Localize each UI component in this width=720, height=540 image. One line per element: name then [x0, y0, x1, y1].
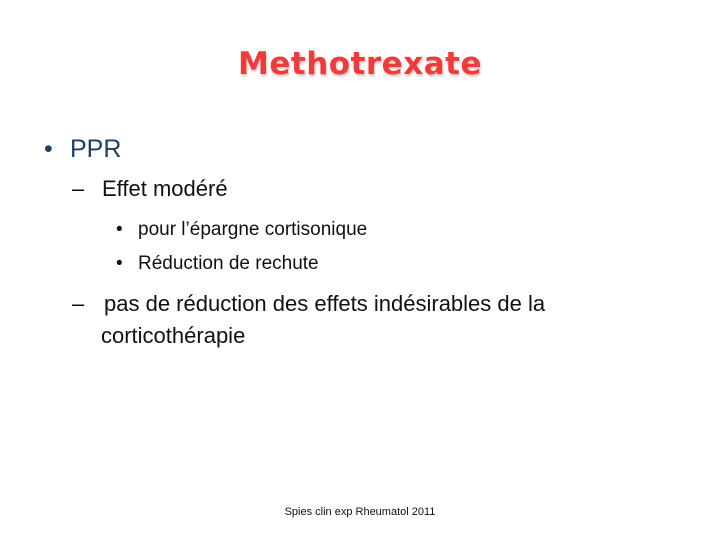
bullet-dot: •	[44, 135, 53, 163]
subbullet-effet-modere-text: Effet modéré	[102, 176, 228, 201]
slide-title: Methotrexate	[238, 46, 482, 82]
slide-footer-citation: Spies clin exp Rheumatol 2011	[284, 506, 436, 518]
subbullet-effet-modere	[72, 176, 228, 202]
bullet-ppr	[44, 135, 121, 164]
dash-glyph: –	[72, 176, 85, 201]
subbullet-pas-de-reduction-line2: corticothérapie	[101, 323, 246, 348]
bullet-ppr-text: PPR	[70, 135, 122, 163]
bullet-dot: •	[116, 219, 123, 240]
bullet-dot: •	[116, 253, 123, 274]
subsubbullet-epargne-text: pour l’épargne cortisonique	[138, 219, 368, 240]
subbullet-pas-de-reduction	[72, 288, 672, 352]
subsubbullet-rechute	[116, 253, 319, 275]
subsubbullet-epargne	[116, 219, 367, 241]
subbullet-pas-de-reduction-line1: pas de réduction des effets indésirables de la	[104, 291, 546, 316]
subsubbullet-rechute-text: Réduction de rechute	[138, 253, 319, 274]
dash-glyph: –	[72, 291, 85, 316]
